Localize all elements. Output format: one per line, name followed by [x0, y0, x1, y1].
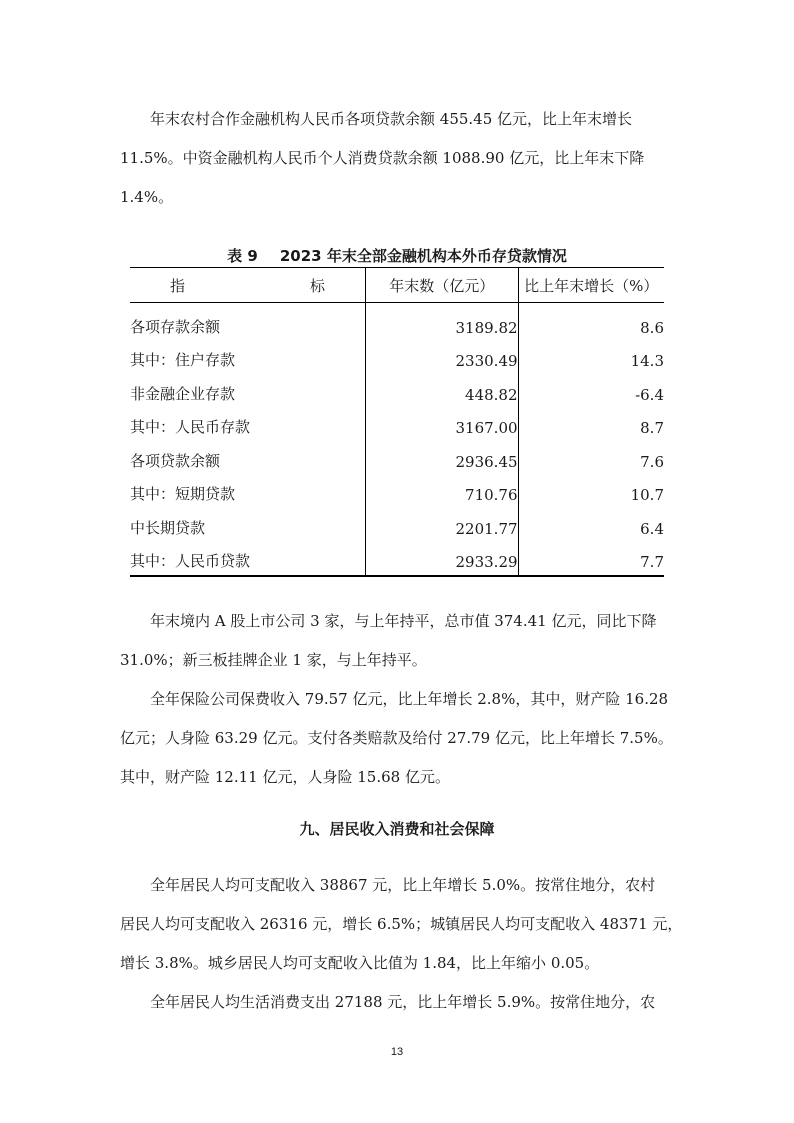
row-label: 非金融企业存款	[130, 384, 236, 403]
paragraph-income	[120, 866, 683, 983]
table-row	[130, 404, 664, 438]
row-label: 其中：人民币贷款	[130, 538, 366, 577]
row-growth: 6.4	[640, 519, 664, 538]
text-line: 年末农村合作金融机构人民币各项贷款余额 455.45 亿元，比上年末增长	[150, 110, 633, 128]
table-row	[130, 538, 664, 577]
row-growth: 14.3	[630, 352, 664, 370]
table-row	[130, 303, 664, 337]
row-growth: 10.7	[630, 486, 664, 504]
row-value: 2933.29	[366, 538, 519, 577]
table-header-row	[130, 268, 664, 303]
table-caption	[130, 245, 664, 267]
table-row	[130, 437, 664, 471]
row-value: 2936.45	[366, 437, 519, 471]
paragraph-rural-loans	[120, 100, 680, 217]
page-number: 13	[390, 1046, 404, 1058]
text-line: 其中，财产险 12.11 亿元，人身险 15.68 亿元。	[120, 768, 450, 786]
row-value: 448.82	[366, 370, 519, 404]
text-line: 1.4%。	[120, 188, 174, 206]
row-value: 2201.77	[366, 504, 519, 538]
table-row	[130, 504, 664, 538]
row-label: 其中：人民币存款	[130, 418, 251, 436]
row-label: 各项贷款余额	[130, 451, 221, 470]
deposit-loan-table	[130, 267, 664, 577]
section-heading: 九、居民收入消费和社会保障	[299, 820, 495, 838]
header-indicator: 指 标	[130, 268, 366, 303]
row-growth: 8.6	[640, 318, 664, 337]
row-label: 中长期贷款	[130, 518, 206, 537]
text-line: 年末境内 A 股上市公司 3 家，与上年持平，总市值 374.41 亿元，同比下降	[150, 612, 657, 630]
row-value: 2330.49	[366, 337, 519, 371]
row-label: 其中：住户存款	[130, 351, 236, 369]
row-value: 710.76	[366, 471, 519, 505]
text-line: 11.5%。中资金融机构人民币个人消费贷款余额 1088.90 亿元，比上年末下降	[120, 149, 645, 167]
row-growth: -6.4	[635, 385, 664, 404]
paragraph-stock-market	[120, 602, 680, 680]
header-growth: 比上年末增长（%）	[518, 268, 664, 303]
text-line: 全年居民人均可支配收入 38867 元，比上年增长 5.0%。按常住地分，农村	[150, 876, 656, 894]
row-growth: 7.7	[518, 538, 664, 577]
row-value: 3167.00	[366, 404, 519, 438]
row-label: 其中：短期贷款	[130, 485, 236, 503]
text-line: 全年居民人均生活消费支出 27188 元，比上年增长 5.9%。按常住地分，农	[150, 993, 656, 1011]
paragraph-insurance	[120, 680, 680, 797]
table-row	[130, 471, 664, 505]
text-line: 亿元；人身险 63.29 亿元。支付各类赔款及给付 27.79 亿元，比上年增长 7.5%。	[120, 729, 673, 747]
header-year-end-value: 年末数（亿元）	[366, 268, 519, 303]
row-label: 各项存款余额	[130, 317, 221, 336]
paragraph-consumption	[120, 983, 680, 1022]
text-line: 全年保险公司保费收入 79.57 亿元，比上年增长 2.8%，其中，财产险 16.28	[150, 690, 669, 708]
table-row	[130, 370, 664, 404]
table-title: 2023 年末全部金融机构本外币存贷款情况	[279, 247, 567, 265]
text-line: 31.0%；新三板挂牌企业 1 家，与上年持平。	[120, 651, 427, 669]
row-value: 3189.82	[366, 303, 519, 337]
table-row	[130, 337, 664, 371]
text-line: 增长 3.8%。城乡居民人均可支配收入比值为 1.84，比上年缩小 0.05。	[120, 954, 600, 972]
row-growth: 7.6	[640, 452, 664, 471]
table-number: 表 9	[227, 247, 258, 265]
row-growth: 8.7	[640, 419, 664, 437]
text-line: 居民人均可支配收入 26316 元，增长 6.5%；城镇居民人均可支配收入 48371 元，	[120, 915, 683, 933]
